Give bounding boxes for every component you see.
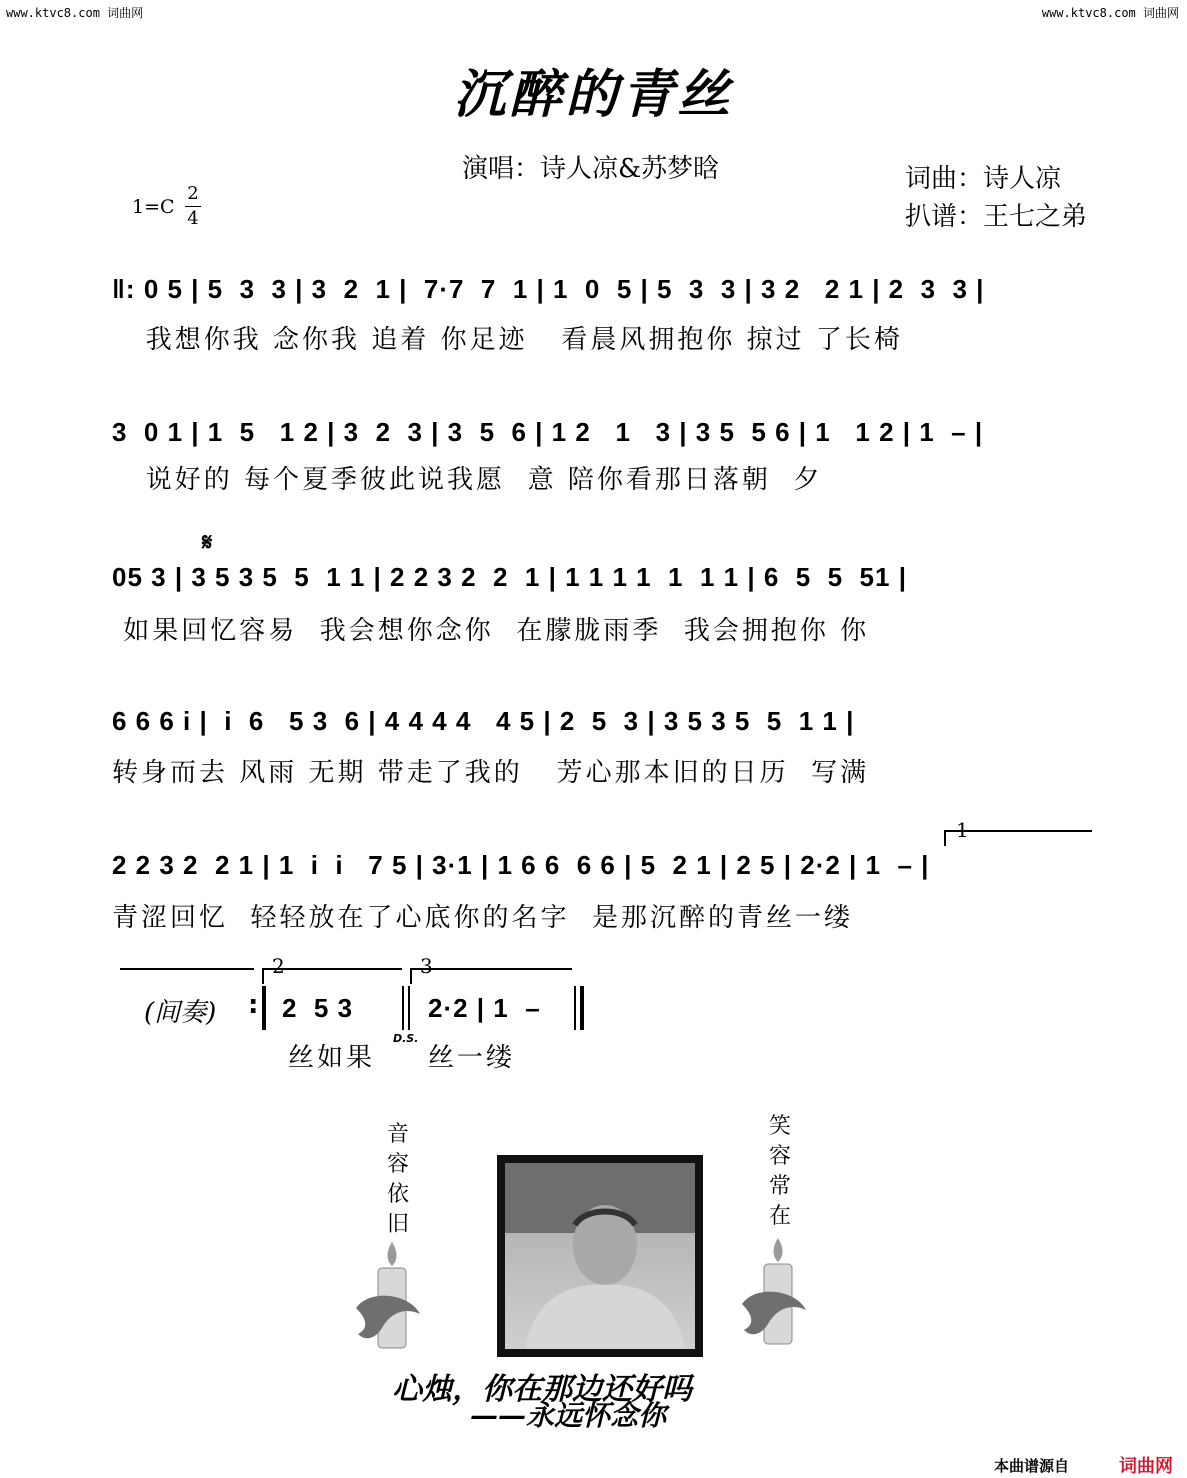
candle-left-icon: [352, 1238, 424, 1358]
memorial-left-text: 音 容 依 旧: [386, 1122, 409, 1237]
composer-credit: 词曲：诗人凉: [905, 164, 1062, 194]
volta-3-number: 3: [420, 954, 433, 978]
notation-line-3: 05 3 | 3 5 3 5 5 1 1 | 2 2 3 2 2 1 | 1 1 1 1 1 1 1 | 6 5 5 51 |: [112, 562, 907, 592]
time-bottom: 4: [187, 208, 199, 229]
repeat-end-dots: :: [248, 990, 259, 1020]
volta-2-notes: 2 5 3: [282, 993, 354, 1023]
lyrics-line-3: 如果回忆容易 我会想你念你 在朦胧雨季 我会拥抱你 你: [112, 616, 870, 646]
memorial-right-text: 笑 容 常 在: [768, 1114, 791, 1229]
notation-line-2: 3 0 1 | 1 5 1 2 | 3 2 3 | 3 5 6 | 1 2 1 3 | 3 5 5 6 | 1 1 2 | 1 – |: [112, 417, 984, 447]
portrait-icon: [505, 1163, 695, 1349]
lyrics-line-5: 青涩回忆 轻轻放在了心底你的名字 是那沉醉的青丝一缕: [112, 903, 854, 933]
memorial-line-2: ——永远怀念你: [470, 1399, 667, 1432]
time-top: 2: [187, 183, 199, 204]
segno-icon: 𝄋: [202, 528, 213, 556]
notation-line-1: ‖: 0 5 | 5 3 3 | 3 2 1 | 7·7 7 1 | 1 0 5 | 5 3 3 | 3 2 2 1 | 2 3 3 |: [112, 274, 985, 304]
time-signature: [184, 182, 202, 231]
memorial-line-1: 心烛，你在那边还好吗: [392, 1372, 692, 1407]
volta-1-number: 1: [956, 818, 969, 842]
key-signature: 1=C: [132, 196, 175, 218]
volta-3-bracket: [410, 968, 572, 984]
double-bar-left: [402, 986, 404, 1030]
volta-3-notes: 2·2 | 1 –: [428, 993, 541, 1023]
memorial-photo: [497, 1155, 703, 1357]
notation-line-5: 2 2 3 2 2 1 | 1 i i 7 5 | 3·1 | 1 6 6 6 6 | 5 2 1 | 2 5 | 2·2 | 1 – |: [112, 850, 930, 880]
notation-line-4: 6 6 6 i | i 6 5 3 6 | 4 4 4 4 4 5 | 2 5 3 | 3 5 3 5 5 1 1 |: [112, 706, 855, 736]
footer-source: 本曲谱源自: [993, 1457, 1069, 1475]
double-bar-right: [408, 986, 410, 1030]
volta-2-number: 2: [272, 954, 285, 978]
volta-1-continuation: [120, 968, 254, 970]
transcriber-credit: 扒谱：王七之弟: [905, 202, 1088, 232]
lyrics-line-4: 转身而去 风雨 无期 带走了我的 芳心那本旧的日历 写满: [112, 758, 870, 788]
header-right: www.ktvc8.com 词曲网: [1041, 6, 1179, 20]
header-left: www.ktvc8.com 词曲网: [6, 6, 144, 20]
ending-lyrics-left: 丝如果: [288, 1043, 376, 1073]
dal-segno-mark: D.S.: [393, 1032, 419, 1045]
final-bar-thick: [580, 986, 584, 1030]
singer-credit: 演唱：诗人凉&苏梦晗: [462, 154, 720, 184]
interlude-label: (间奏): [144, 998, 217, 1028]
ending-lyrics-right: 丝一缕: [428, 1043, 516, 1073]
photo-image: [505, 1163, 695, 1349]
song-title: 沉醉的青丝: [453, 64, 734, 125]
repeat-end-bar: [262, 986, 266, 1030]
final-bar-thin: [574, 986, 576, 1030]
candle-right-icon: [738, 1234, 810, 1354]
footer-brand[interactable]: 词曲网: [1119, 1456, 1173, 1477]
lyrics-line-1: 我想你我 念你我 追着 你足迹 看晨风拥抱你 掠过 了长椅: [112, 325, 903, 355]
lyrics-line-2: 说好的 每个夏季彼此说我愿 意 陪你看那日落朝 夕: [112, 465, 823, 495]
